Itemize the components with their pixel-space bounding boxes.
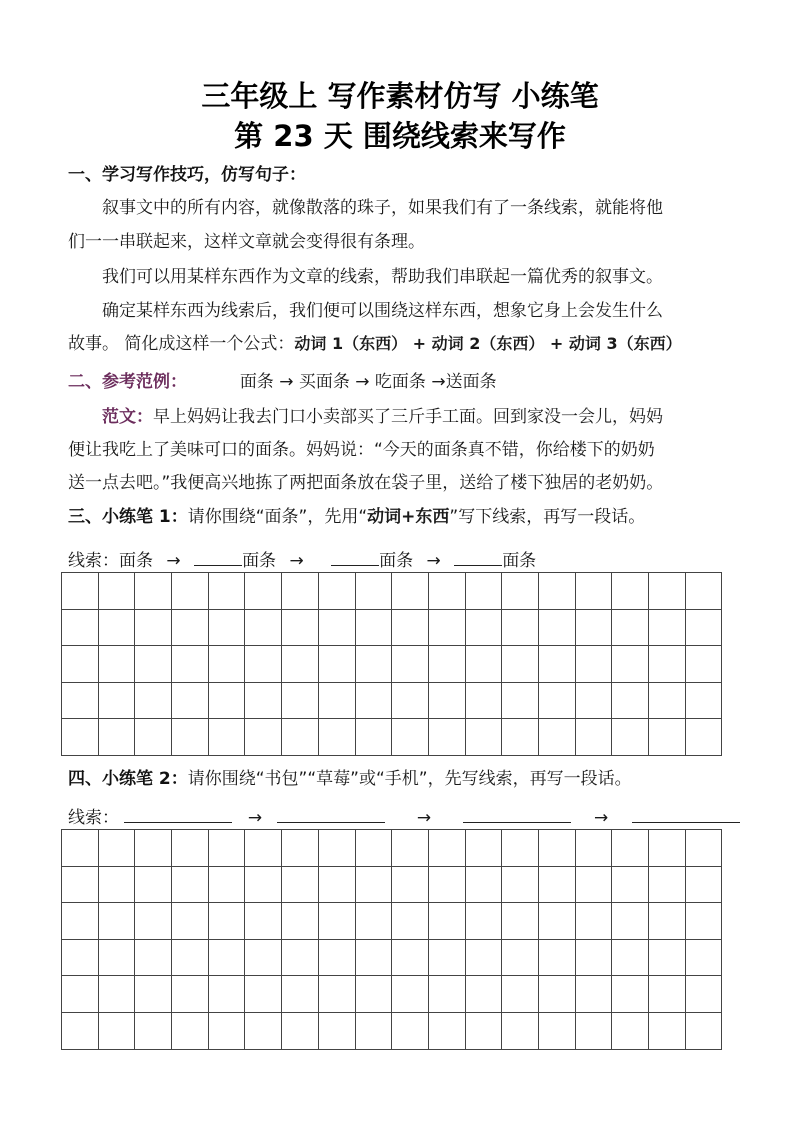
section1-p3-line1: 确定某样东西为线索后，我们便可以围绕这样东西，想象它身上会发生什么 [102,301,663,321]
grid-cell[interactable] [466,867,503,904]
grid-cell[interactable] [62,940,99,977]
grid-cell[interactable] [319,903,356,940]
grid-cell[interactable] [466,573,503,610]
grid-cell[interactable] [172,940,209,977]
grid-cell[interactable] [466,646,503,683]
grid-cell[interactable] [612,976,649,1013]
grid-cell[interactable] [99,1013,136,1050]
grid-cell[interactable] [576,903,613,940]
clue-label-2: 线索： [68,808,119,828]
grid-cell[interactable] [612,830,649,867]
grid-cell[interactable] [172,719,209,756]
section3-clue-line [68,546,536,571]
example-line3: 送一点去吧。”我便高兴地拣了两把面条放在袋子里，送给了楼下独居的老奶奶。 [68,473,664,493]
grid-cell[interactable] [356,573,393,610]
grid-cell[interactable] [392,683,429,720]
clue-blank-2[interactable] [331,565,379,566]
grid-cell[interactable] [62,646,99,683]
grid-cell[interactable] [539,683,576,720]
grid-cell[interactable] [576,976,613,1013]
grid-cell[interactable] [319,867,356,904]
grid-cell[interactable] [429,940,466,977]
grid-cell[interactable] [282,903,319,940]
grid-cell[interactable] [466,1013,503,1050]
grid-cell[interactable] [686,940,723,977]
grid-cell[interactable] [429,573,466,610]
arrow-icon: → [166,551,181,571]
grid-cell[interactable] [99,719,136,756]
grid-cell[interactable] [502,903,539,940]
grid-cell[interactable] [62,867,99,904]
grid-cell[interactable] [429,719,466,756]
grid-cell[interactable] [135,719,172,756]
grid-cell[interactable] [686,646,723,683]
grid-cell[interactable] [686,719,723,756]
grid-cell[interactable] [135,610,172,647]
formula-intro: 故事。 简化成这样一个公式： [68,334,295,354]
page-subtitle: 第 23 天 围绕线索来写作 [234,119,566,153]
grid-cell[interactable] [209,976,246,1013]
writing-grid-2[interactable] [61,829,722,1050]
grid-cell[interactable] [245,976,282,1013]
grid-cell[interactable] [245,683,282,720]
grid-cell[interactable] [135,1013,172,1050]
grid-cell[interactable] [649,830,686,867]
grid-cell[interactable] [576,610,613,647]
grid-cell[interactable] [135,830,172,867]
grid-cell[interactable] [62,719,99,756]
grid-cell[interactable] [576,683,613,720]
grid-cell[interactable] [282,683,319,720]
grid-cell[interactable] [466,719,503,756]
grid-cell[interactable] [612,867,649,904]
grid-cell[interactable] [135,976,172,1013]
grid-cell[interactable] [649,719,686,756]
grid-cell[interactable] [576,646,613,683]
section2-heading: 二、参考范例： [68,372,187,392]
example-line1 [102,402,663,427]
grid-cell[interactable] [135,867,172,904]
grid-cell[interactable] [99,683,136,720]
grid-cell[interactable] [649,940,686,977]
section1-p2: 我们可以用某样东西作为文章的线索，帮助我们串联起一篇优秀的叙事文。 [102,267,663,287]
grid-cell[interactable] [356,719,393,756]
grid-cell[interactable] [502,646,539,683]
grid-cell[interactable] [392,646,429,683]
section3-instr-b: ”写下线索，再写一段话。 [449,507,646,527]
grid-cell[interactable] [172,1013,209,1050]
grid-cell[interactable] [686,903,723,940]
grid-cell[interactable] [502,683,539,720]
clue-suffix-3: 面条 [502,551,537,571]
grid-cell[interactable] [209,683,246,720]
grid-cell[interactable] [612,903,649,940]
grid-cell[interactable] [649,1013,686,1050]
grid-cell[interactable] [576,1013,613,1050]
grid-cell[interactable] [466,610,503,647]
grid-cell[interactable] [502,976,539,1013]
grid-cell[interactable] [135,683,172,720]
grid-cell[interactable] [539,646,576,683]
section4-clue-line [68,803,740,828]
grid-cell[interactable] [502,830,539,867]
clue-label: 线索： [68,551,119,571]
example-text1: 早上妈妈让我去门口小卖部买了三斤手工面。回到家没一会儿，妈妈 [153,407,663,427]
clue-suffix-2: 面条 [379,551,414,571]
grid-cell[interactable] [612,646,649,683]
grid-cell[interactable] [539,940,576,977]
grid-cell[interactable] [686,683,723,720]
grid-cell[interactable] [649,903,686,940]
grid-cell[interactable] [502,940,539,977]
grid-cell[interactable] [356,867,393,904]
grid-cell[interactable] [99,573,136,610]
grid-cell[interactable] [356,940,393,977]
arrow-icon: → [247,808,263,828]
grid-cell[interactable] [62,683,99,720]
grid-cell[interactable] [392,976,429,1013]
clue-blank-1[interactable] [194,565,242,566]
grid-cell[interactable] [245,1013,282,1050]
grid-cell[interactable] [172,610,209,647]
grid-cell[interactable] [319,830,356,867]
grid-cell[interactable] [209,719,246,756]
grid-cell[interactable] [429,683,466,720]
grid-cell[interactable] [356,610,393,647]
section4-heading: 四、小练笔 2： [68,769,188,789]
section3-heading: 三、小练笔 1： [68,507,188,527]
grid-cell[interactable] [62,903,99,940]
grid-cell[interactable] [245,646,282,683]
grid-cell[interactable] [576,830,613,867]
grid-cell[interactable] [466,940,503,977]
grid-cell[interactable] [502,610,539,647]
section1-p3-line2 [68,329,682,354]
grid-cell[interactable] [612,1013,649,1050]
grid-cell[interactable] [282,573,319,610]
grid-cell[interactable] [466,976,503,1013]
grid-cell[interactable] [502,719,539,756]
grid-cell[interactable] [392,903,429,940]
grid-cell[interactable] [319,940,356,977]
grid-cell[interactable] [282,719,319,756]
grid-cell[interactable] [686,610,723,647]
grid-cell[interactable] [172,830,209,867]
grid-cell[interactable] [539,719,576,756]
grid-cell[interactable] [209,573,246,610]
section1-heading: 一、学习写作技巧，仿写句子： [68,165,306,185]
grid-cell[interactable] [429,976,466,1013]
section1-p1-line2: 们一一串联起来，这样文章就会变得很有条理。 [68,232,425,252]
grid-cell[interactable] [282,646,319,683]
grid-cell[interactable] [392,830,429,867]
grid-cell[interactable] [245,940,282,977]
grid-cell[interactable] [576,867,613,904]
grid-cell[interactable] [62,976,99,1013]
grid-cell[interactable] [466,830,503,867]
grid-cell[interactable] [282,610,319,647]
grid-cell[interactable] [649,610,686,647]
grid-cell[interactable] [282,830,319,867]
grid-cell[interactable] [686,573,723,610]
grid-cell[interactable] [62,1013,99,1050]
grid-cell[interactable] [209,1013,246,1050]
arrow-icon: → [426,551,441,571]
grid-cell[interactable] [135,646,172,683]
example-flow: 面条 → 买面条 → 吃面条 →送面条 [239,372,497,392]
grid-cell[interactable] [282,1013,319,1050]
section3-instr-a: 请你围绕“面条”，先用“ [187,507,368,527]
grid-cell[interactable] [135,573,172,610]
grid-cell[interactable] [172,867,209,904]
grid-cell[interactable] [429,830,466,867]
example-line2: 便让我吃上了美味可口的面条。妈妈说：“今天的面条真不错，你给楼下的奶奶 [68,440,655,460]
grid-cell[interactable] [429,903,466,940]
grid-cell[interactable] [245,867,282,904]
grid-cell[interactable] [612,719,649,756]
grid-cell[interactable] [502,867,539,904]
clue2-blank-1[interactable] [124,822,232,823]
section3-line [68,502,645,527]
grid-cell[interactable] [319,683,356,720]
grid-cell[interactable] [172,976,209,1013]
section2-line [68,367,497,392]
grid-cell[interactable] [356,1013,393,1050]
grid-cell[interactable] [99,830,136,867]
grid-cell[interactable] [539,976,576,1013]
grid-cell[interactable] [319,719,356,756]
arrow-icon: → [593,808,609,828]
grid-cell[interactable] [319,646,356,683]
grid-cell[interactable] [686,1013,723,1050]
writing-grid-1[interactable] [61,572,722,756]
grid-cell[interactable] [649,683,686,720]
arrow-icon: → [289,551,304,571]
grid-cell[interactable] [172,683,209,720]
grid-cell[interactable] [429,646,466,683]
grid-cell[interactable] [209,903,246,940]
grid-cell[interactable] [356,830,393,867]
arrow-icon: → [416,808,432,828]
grid-cell[interactable] [209,646,246,683]
grid-cell[interactable] [172,646,209,683]
grid-cell[interactable] [135,903,172,940]
grid-cell[interactable] [686,976,723,1013]
grid-cell[interactable] [539,830,576,867]
clue-blank-3[interactable] [454,565,502,566]
grid-cell[interactable] [282,940,319,977]
section4-line [68,764,632,789]
grid-cell[interactable] [612,940,649,977]
grid-cell[interactable] [539,610,576,647]
grid-cell[interactable] [392,867,429,904]
clue2-blank-3[interactable] [463,822,571,823]
grid-cell[interactable] [99,903,136,940]
grid-cell[interactable] [392,719,429,756]
grid-cell[interactable] [172,903,209,940]
section4-instr: 请你围绕“书包”“草莓”或“手机”，先写线索，再写一段话。 [187,769,632,789]
clue2-blank-4[interactable] [632,822,740,823]
section3-instr-bold: 动词+东西 [367,507,450,527]
page-title: 三年级上 写作素材仿写 小练笔 [201,79,599,113]
formula: 动词 1（东西） + 动词 2（东西） + 动词 3（东西） [294,334,682,353]
grid-cell[interactable] [356,903,393,940]
grid-cell[interactable] [649,976,686,1013]
grid-cell[interactable] [245,719,282,756]
grid-cell[interactable] [392,940,429,977]
grid-cell[interactable] [319,573,356,610]
grid-cell[interactable] [539,573,576,610]
grid-cell[interactable] [502,573,539,610]
grid-cell[interactable] [99,610,136,647]
grid-cell[interactable] [245,903,282,940]
grid-cell[interactable] [649,867,686,904]
grid-cell[interactable] [62,830,99,867]
grid-cell[interactable] [209,830,246,867]
grid-cell[interactable] [172,573,209,610]
grid-cell[interactable] [466,683,503,720]
grid-cell[interactable] [576,719,613,756]
grid-cell[interactable] [282,867,319,904]
grid-cell[interactable] [135,940,172,977]
grid-cell[interactable] [539,867,576,904]
grid-cell[interactable] [356,683,393,720]
grid-cell[interactable] [392,573,429,610]
clue2-blank-2[interactable] [277,822,385,823]
grid-cell[interactable] [282,976,319,1013]
grid-cell[interactable] [466,903,503,940]
grid-cell[interactable] [612,683,649,720]
grid-cell[interactable] [392,1013,429,1050]
grid-cell[interactable] [319,976,356,1013]
section1-p1-line1: 叙事文中的所有内容，就像散落的珠子，如果我们有了一条线索，就能将他 [102,198,663,218]
grid-cell[interactable] [576,940,613,977]
grid-cell[interactable] [429,1013,466,1050]
grid-cell[interactable] [99,646,136,683]
grid-cell[interactable] [539,1013,576,1050]
grid-cell[interactable] [649,573,686,610]
grid-cell[interactable] [209,867,246,904]
clue-first: 面条 [119,551,153,571]
grid-cell[interactable] [649,646,686,683]
example-label: 范文： [102,407,153,427]
grid-cell[interactable] [356,976,393,1013]
grid-cell[interactable] [245,610,282,647]
grid-cell[interactable] [62,610,99,647]
grid-cell[interactable] [686,867,723,904]
grid-cell[interactable] [99,867,136,904]
grid-cell[interactable] [502,1013,539,1050]
grid-cell[interactable] [612,573,649,610]
grid-cell[interactable] [209,610,246,647]
grid-cell[interactable] [319,1013,356,1050]
grid-cell[interactable] [62,573,99,610]
grid-cell[interactable] [245,830,282,867]
grid-cell[interactable] [576,573,613,610]
grid-cell[interactable] [356,646,393,683]
grid-cell[interactable] [245,573,282,610]
grid-cell[interactable] [209,940,246,977]
grid-cell[interactable] [539,903,576,940]
grid-cell[interactable] [99,976,136,1013]
grid-cell[interactable] [392,610,429,647]
grid-cell[interactable] [319,610,356,647]
grid-cell[interactable] [612,610,649,647]
grid-cell[interactable] [686,830,723,867]
clue-suffix-1: 面条 [242,551,277,571]
grid-cell[interactable] [99,940,136,977]
grid-cell[interactable] [429,867,466,904]
grid-cell[interactable] [429,610,466,647]
